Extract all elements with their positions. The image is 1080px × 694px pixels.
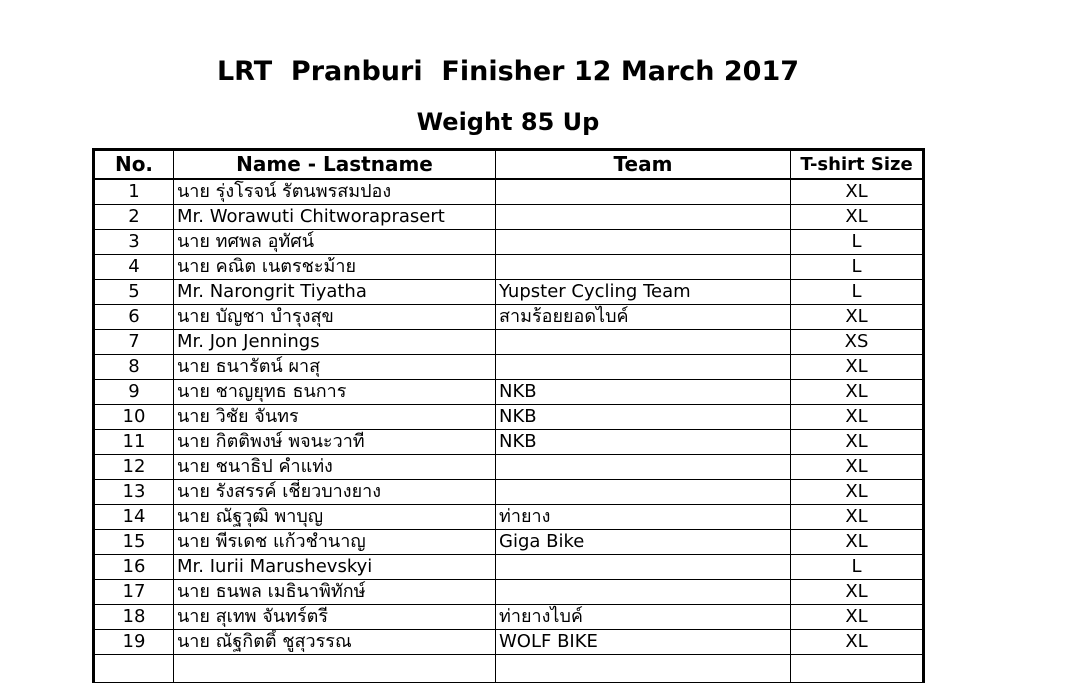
table-row xyxy=(94,630,924,655)
cell-team xyxy=(496,179,791,205)
empty-row xyxy=(94,655,924,683)
cell-no: 13 xyxy=(94,480,174,505)
header-team: Team xyxy=(496,150,791,180)
cell-team: ท่ายาง xyxy=(496,505,791,530)
cell-size: XL xyxy=(791,355,924,380)
table-row xyxy=(94,580,924,605)
table-row xyxy=(94,530,924,555)
cell-no: 8 xyxy=(94,355,174,380)
cell-no: 19 xyxy=(94,630,174,655)
finisher-table xyxy=(92,148,925,683)
cell-size: XL xyxy=(791,605,924,630)
cell-no: 14 xyxy=(94,505,174,530)
header-no: No. xyxy=(94,150,174,180)
cell-no: 9 xyxy=(94,380,174,405)
cell-no: 11 xyxy=(94,430,174,455)
cell-size: XL xyxy=(791,580,924,605)
table-row xyxy=(94,430,924,455)
header-name: Name - Lastname xyxy=(174,150,496,180)
cell-no: 17 xyxy=(94,580,174,605)
cell-team: สามร้อยยอดไบค์ xyxy=(496,305,791,330)
table-row xyxy=(94,255,924,280)
cell-name: นาย ณัฐวุฒิ พาบุญ xyxy=(174,505,496,530)
cell-name: นาย ธนพล เมธินาพิทักษ์ xyxy=(174,580,496,605)
cell-team: WOLF BIKE xyxy=(496,630,791,655)
cell-no: 6 xyxy=(94,305,174,330)
cell-size: XL xyxy=(791,530,924,555)
cell-size: L xyxy=(791,280,924,305)
document-subtitle: Weight 85 Up xyxy=(416,108,600,136)
cell-size: XL xyxy=(791,179,924,205)
cell-no: 1 xyxy=(94,179,174,205)
empty-cell xyxy=(94,655,174,683)
table-row xyxy=(94,305,924,330)
table-header xyxy=(94,150,924,180)
cell-name: นาย สุเทพ จันทร์ตรี xyxy=(174,605,496,630)
cell-size: XL xyxy=(791,405,924,430)
table-row xyxy=(94,505,924,530)
table-row xyxy=(94,230,924,255)
header-row xyxy=(94,150,924,180)
empty-cell xyxy=(496,655,791,683)
cell-team xyxy=(496,205,791,230)
header-size: T-shirt Size xyxy=(791,150,924,180)
cell-name: นาย ชาญยุทธ ธนการ xyxy=(174,380,496,405)
cell-name: นาย รุ่งโรจน์ รัตนพรสมปอง xyxy=(174,179,496,205)
cell-no: 7 xyxy=(94,330,174,355)
cell-name: นาย ทศพล อุทัศน์ xyxy=(174,230,496,255)
cell-no: 5 xyxy=(94,280,174,305)
cell-size: XL xyxy=(791,480,924,505)
cell-name: นาย บัญชา บำรุงสุข xyxy=(174,305,496,330)
cell-name: นาย คณิต เนตรชะม้าย xyxy=(174,255,496,280)
cell-no: 2 xyxy=(94,205,174,230)
cell-size: XL xyxy=(791,305,924,330)
cell-name: นาย พีรเดช แก้วชำนาญ xyxy=(174,530,496,555)
empty-cell xyxy=(174,655,496,683)
cell-name: Mr. Worawuti Chitworaprasert xyxy=(174,205,496,230)
document-title: LRT Pranburi Finisher 12 March 2017 xyxy=(216,56,800,87)
cell-team xyxy=(496,355,791,380)
cell-team xyxy=(496,480,791,505)
table-row xyxy=(94,280,924,305)
cell-no: 4 xyxy=(94,255,174,280)
cell-team: ท่ายางไบค์ xyxy=(496,605,791,630)
cell-size: XL xyxy=(791,505,924,530)
table-row xyxy=(94,355,924,380)
cell-name: นาย ชนาธิป คำแท่ง xyxy=(174,455,496,480)
cell-name: นาย รังสรรค์ เชี่ยวบางยาง xyxy=(174,480,496,505)
cell-size: XL xyxy=(791,630,924,655)
cell-name: Mr. Iurii Marushevskyi xyxy=(174,555,496,580)
cell-name: นาย ธนารัตน์ ผาสุ xyxy=(174,355,496,380)
table-body xyxy=(94,179,924,683)
cell-size: XL xyxy=(791,205,924,230)
cell-team: NKB xyxy=(496,405,791,430)
cell-team: NKB xyxy=(496,380,791,405)
cell-team: Yupster Cycling Team xyxy=(496,280,791,305)
table-row xyxy=(94,330,924,355)
cell-no: 3 xyxy=(94,230,174,255)
cell-size: L xyxy=(791,255,924,280)
cell-name: Mr. Jon Jennings xyxy=(174,330,496,355)
cell-team: NKB xyxy=(496,430,791,455)
cell-name: นาย ณัฐกิตติ์ ชูสุวรรณ xyxy=(174,630,496,655)
table-row xyxy=(94,455,924,480)
cell-team xyxy=(496,330,791,355)
cell-team xyxy=(496,230,791,255)
cell-no: 15 xyxy=(94,530,174,555)
cell-team xyxy=(496,255,791,280)
table-row xyxy=(94,205,924,230)
table-row xyxy=(94,179,924,205)
cell-no: 10 xyxy=(94,405,174,430)
empty-cell xyxy=(791,655,924,683)
cell-size: XL xyxy=(791,455,924,480)
cell-size: XS xyxy=(791,330,924,355)
table-row xyxy=(94,405,924,430)
cell-team xyxy=(496,455,791,480)
cell-team xyxy=(496,580,791,605)
table-row xyxy=(94,380,924,405)
cell-team: Giga Bike xyxy=(496,530,791,555)
table-row xyxy=(94,555,924,580)
cell-name: นาย กิตติพงษ์ พจนะวาที xyxy=(174,430,496,455)
cell-no: 18 xyxy=(94,605,174,630)
cell-size: XL xyxy=(791,380,924,405)
table-row xyxy=(94,480,924,505)
cell-name: นาย วิชัย จันทร xyxy=(174,405,496,430)
cell-size: L xyxy=(791,230,924,255)
cell-team xyxy=(496,555,791,580)
cell-no: 12 xyxy=(94,455,174,480)
cell-name: Mr. Narongrit Tiyatha xyxy=(174,280,496,305)
cell-size: XL xyxy=(791,430,924,455)
cell-no: 16 xyxy=(94,555,174,580)
cell-size: L xyxy=(791,555,924,580)
table-row xyxy=(94,605,924,630)
